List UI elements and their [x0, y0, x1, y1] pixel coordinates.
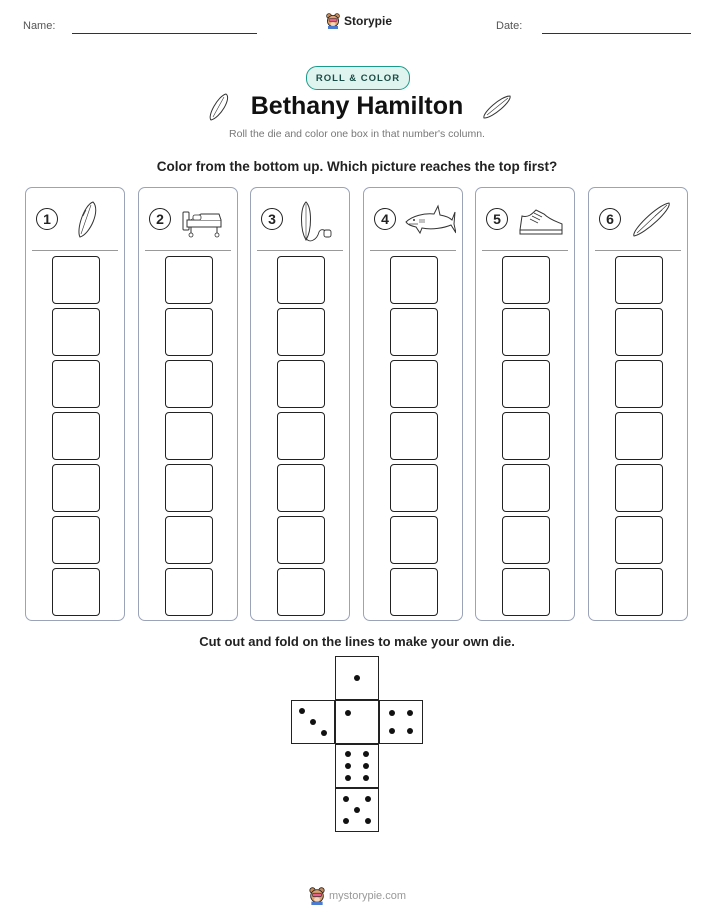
column-divider: [370, 250, 456, 251]
bear-mascot-icon: [309, 887, 325, 905]
color-box[interactable]: [390, 568, 438, 616]
brand-name: Storypie: [344, 14, 393, 28]
sneaker-icon: [516, 200, 566, 240]
column-divider: [145, 250, 231, 251]
color-box[interactable]: [502, 568, 550, 616]
die-face-5: [335, 788, 379, 832]
color-box[interactable]: [165, 516, 213, 564]
storypie-logo: [326, 13, 392, 29]
color-box[interactable]: [502, 412, 550, 460]
column-5: [475, 187, 575, 621]
die-face-1: [335, 700, 379, 744]
color-box[interactable]: [277, 568, 325, 616]
die-face-6: [335, 744, 379, 788]
color-box[interactable]: [502, 308, 550, 356]
color-box[interactable]: [502, 360, 550, 408]
color-box[interactable]: [277, 256, 325, 304]
surfboard-icon: [66, 200, 112, 240]
column-divider: [32, 250, 118, 251]
color-box[interactable]: [502, 516, 550, 564]
column-number: 2: [149, 208, 171, 230]
color-box[interactable]: [165, 568, 213, 616]
color-box[interactable]: [615, 360, 663, 408]
name-line[interactable]: [72, 33, 257, 34]
color-box[interactable]: [390, 412, 438, 460]
shark-icon: [404, 200, 456, 240]
color-box[interactable]: [165, 256, 213, 304]
column-4: [363, 187, 463, 621]
color-box[interactable]: [52, 568, 100, 616]
color-box[interactable]: [615, 464, 663, 512]
color-box[interactable]: [390, 360, 438, 408]
surfboard-icon: [481, 93, 513, 121]
die-face-4: [379, 700, 423, 744]
color-box[interactable]: [165, 412, 213, 460]
color-box[interactable]: [277, 360, 325, 408]
color-box[interactable]: [52, 516, 100, 564]
date-label: Date:: [496, 20, 523, 32]
color-box[interactable]: [390, 516, 438, 564]
color-box[interactable]: [502, 256, 550, 304]
date-line[interactable]: [542, 33, 691, 34]
column-number: 3: [261, 208, 283, 230]
color-box[interactable]: [390, 256, 438, 304]
roll-color-badge: ROLL & COLOR: [306, 66, 410, 90]
color-box[interactable]: [165, 464, 213, 512]
surfboard-icon: [629, 200, 675, 240]
color-box[interactable]: [52, 308, 100, 356]
die-instruction: Cut out and fold on the lines to make your own die.: [199, 634, 515, 649]
color-box[interactable]: [615, 516, 663, 564]
color-box[interactable]: [615, 256, 663, 304]
instruction: Color from the bottom up. Which picture reaches the top first?: [156, 159, 558, 174]
die-face-3: [291, 700, 335, 744]
color-box[interactable]: [390, 308, 438, 356]
column-divider: [595, 250, 681, 251]
color-box[interactable]: [52, 256, 100, 304]
column-number: 5: [486, 208, 508, 230]
color-box[interactable]: [277, 412, 325, 460]
color-box[interactable]: [277, 516, 325, 564]
die-face-1: [335, 656, 379, 700]
subtitle: Roll the die and color one box in that number's column.: [229, 128, 485, 140]
footer: [309, 887, 406, 905]
color-box[interactable]: [615, 568, 663, 616]
column-1: [25, 187, 125, 621]
color-box[interactable]: [615, 412, 663, 460]
color-box[interactable]: [52, 360, 100, 408]
column-divider: [257, 250, 343, 251]
column-divider: [482, 250, 568, 251]
color-box[interactable]: [165, 308, 213, 356]
color-box[interactable]: [165, 360, 213, 408]
column-number: 4: [374, 208, 396, 230]
hospital-bed-icon: [179, 200, 229, 240]
color-box[interactable]: [615, 308, 663, 356]
column-3: [250, 187, 350, 621]
color-box[interactable]: [277, 464, 325, 512]
color-box[interactable]: [390, 464, 438, 512]
color-box[interactable]: [52, 464, 100, 512]
surfboard-leash-icon: [291, 200, 341, 244]
name-label: Name:: [23, 20, 56, 32]
color-box[interactable]: [502, 464, 550, 512]
page-title: Bethany Hamilton: [250, 92, 464, 120]
column-number: 6: [599, 208, 621, 230]
color-box[interactable]: [52, 412, 100, 460]
column-6: [588, 187, 688, 621]
column-number: 1: [36, 208, 58, 230]
bear-mascot-icon: [326, 13, 340, 29]
color-box[interactable]: [277, 308, 325, 356]
column-2: [138, 187, 238, 621]
footer-url[interactable]: mystorypie.com: [329, 890, 407, 902]
